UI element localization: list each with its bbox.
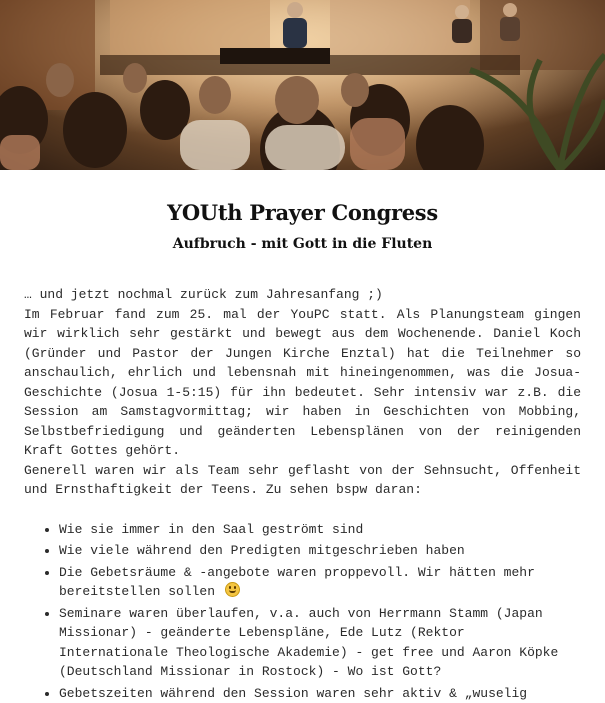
article-title: YOUth Prayer Congress [24,200,581,225]
list-item: • Die Gebetsräume & -angebote waren proppevoll. Wir hätten mehr bereitstellen sollen [59,563,581,602]
article-body [24,285,581,500]
smiley-emoji-icon [225,582,240,597]
paragraph-2: Generell waren wir als Team sehr geflasht von der Sehnsucht, Offenheit und Ernsthaftigkeit der Teens. Zu sehen bspw daran: [24,461,581,500]
list-item: • Gebetszeiten während den Session waren sehr aktiv & „wuselig [59,684,581,703]
list-item: • Seminare waren überlaufen, v.a. auch von Herrmann Stamm (Japan Missionar) - geänderte Lebenspläne, Ede Lutz (Rektor Internationale Theologische Akademie) - get free und Aaron Köpke (Deutschland Missionar in Rostock) - Wo ist Gott? [59,604,581,682]
paragraph-1: Im Februar fand zum 25. mal der YouPC statt. Als Planungsteam gingen wir wirklich sehr gestärkt und bewegt aus dem Wochenende. Daniel Koch (Gründer und Pastor der Jungen Kirche Enztal) hat die Teilnehmer so anschaulich, ehrlich und lebensnah mit hineingenommen, was die Josua-Geschichte (Josua 1-5:15) für ihn bedeutet. Sehr intensiv war z.B. die Session am Samstagvormittag; wir haben in Geschichten von Mobbing, Selbstbefriedigung und geänderten Lebensplänen von der reinigenden Kraft Gottes gehört. [24,305,581,461]
list-item: • Wie viele während den Predigten mitgeschrieben haben [59,541,581,561]
intro-line: … und jetzt nochmal zurück zum Jahresanfang ;) [24,285,581,305]
article [0,200,605,703]
highlights-list [24,520,581,703]
list-item: • Wie sie immer in den Saal geströmt sind [59,520,581,540]
hero-photo [0,0,605,170]
article-subtitle: Aufbruch - mit Gott in die Fluten [24,236,581,252]
hero-photo-illustration [0,0,605,170]
